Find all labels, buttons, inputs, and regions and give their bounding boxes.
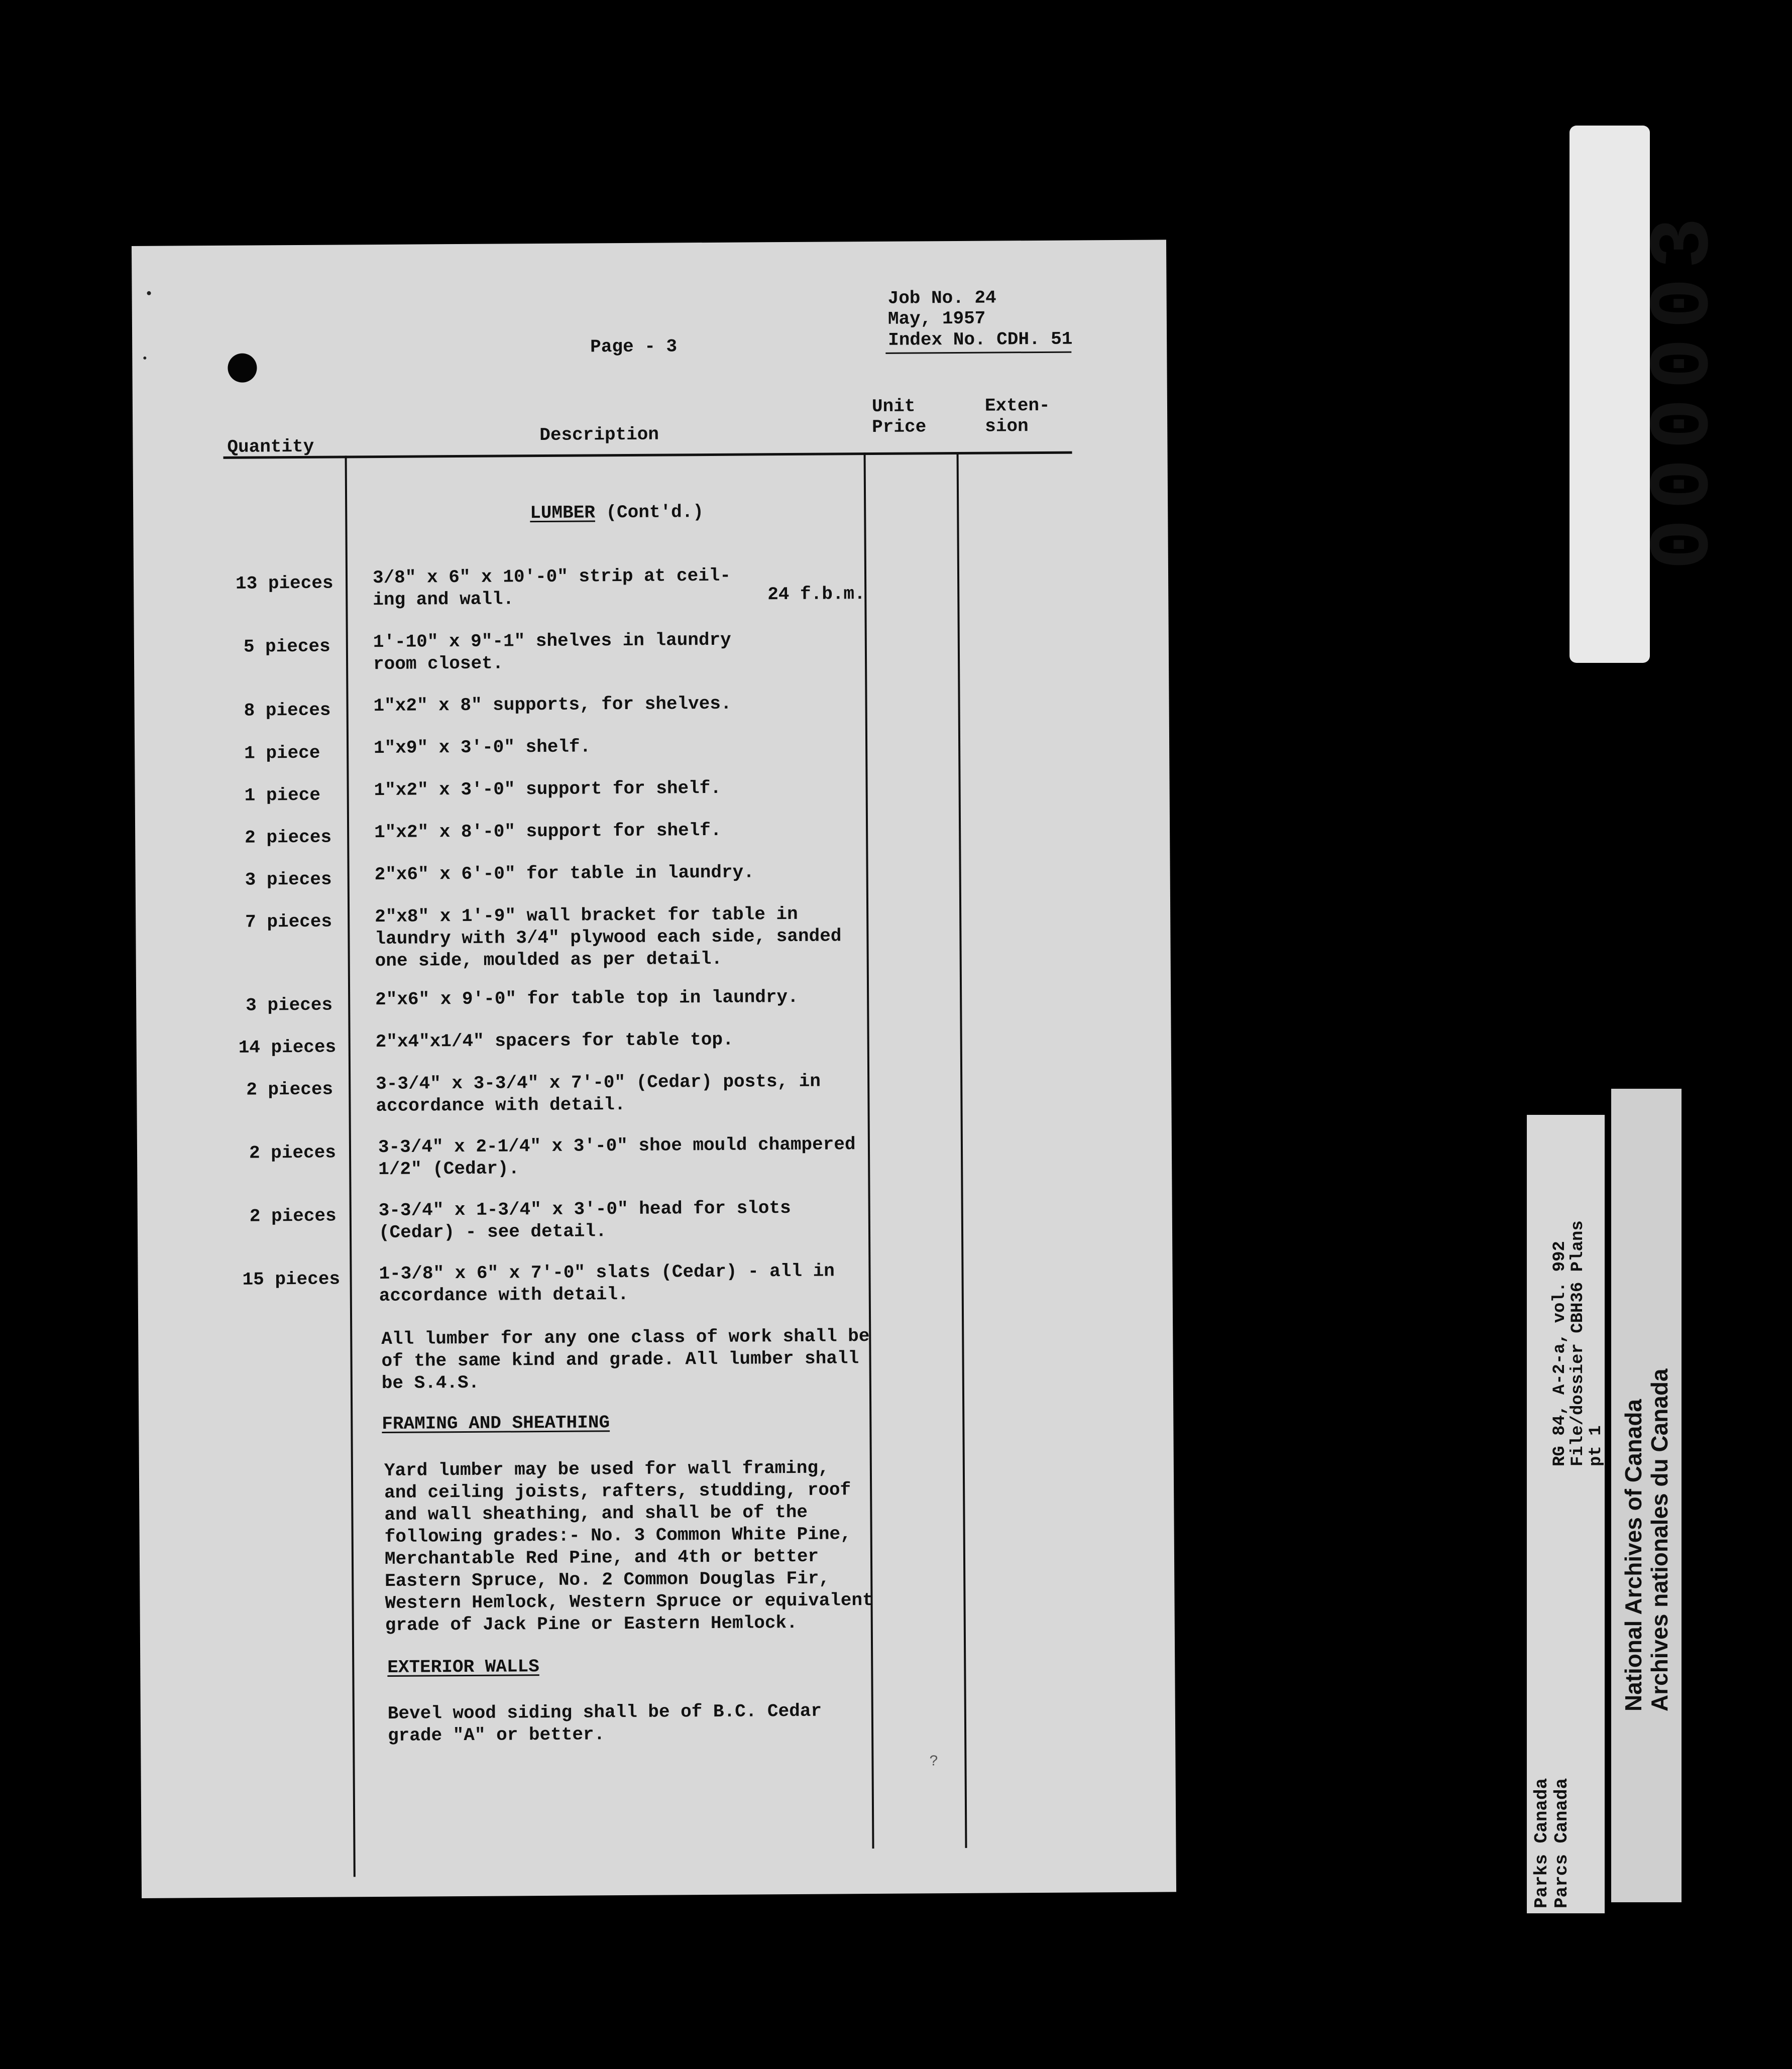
extension-header-2: sion: [985, 416, 1029, 437]
archives-name: [1620, 1368, 1672, 1711]
index-underline: [885, 352, 1071, 354]
row-description: 1'-10" x 9"-1" shelves in laundry: [373, 629, 731, 653]
paragraph-line: grade "A" or better.: [388, 1724, 605, 1746]
row-quantity: 2 pieces: [246, 1079, 333, 1100]
row-quantity: 1 piece: [244, 784, 321, 806]
unit-price-header-2: Price: [872, 416, 927, 438]
unit-price-header-1: Unit: [871, 396, 916, 417]
row-quantity: 15 pieces: [242, 1269, 341, 1290]
scan-speck: [147, 291, 151, 295]
job-number: Job No. 24: [887, 287, 996, 309]
reference-line: pt 1: [1587, 1425, 1606, 1466]
reference-line: RG 84, A-2-a, vol. 992: [1550, 1241, 1570, 1466]
reference-label: [1527, 1115, 1605, 1913]
row-description: 1"x2" x 8'-0" support for shelf.: [374, 820, 722, 843]
row-quantity: 2 pieces: [249, 1142, 336, 1164]
paragraph-line: grade of Jack Pine or Eastern Hemlock.: [385, 1612, 798, 1636]
punch-hole: [228, 353, 257, 382]
row-description: 1/2" (Cedar).: [378, 1158, 520, 1180]
frame-number: 000003: [1636, 208, 1733, 570]
document-page: [132, 240, 1176, 1898]
row-description: 1"x2" x 8" supports, for shelves.: [373, 693, 732, 717]
row-description: (Cedar) - see detail.: [378, 1221, 607, 1243]
row-description: 1"x2" x 3'-0" support for shelf.: [374, 777, 722, 801]
index-number: Index No. CDH. 51: [888, 328, 1073, 351]
row-quantity: 14 pieces: [238, 1037, 337, 1058]
archives-label: [1611, 1089, 1682, 1902]
row-description: 3-3/4" x 3-3/4" x 7'-0" (Cedar) posts, in: [376, 1071, 821, 1095]
stray-pencil-mark: ?: [929, 1753, 939, 1771]
row-description: 3/8" x 6" x 10'-0" strip at ceil-: [372, 565, 731, 589]
row-description: 1"x9" x 3'-0" shelf.: [373, 736, 591, 759]
paragraph-line: and wall sheathing, and shall be of the: [384, 1502, 808, 1525]
row-description: laundry with 3/4" plywood each side, sanded: [375, 926, 842, 950]
paragraph-line: and ceiling joists, rafters, studding, roof: [384, 1479, 851, 1503]
row-description: 1-3/8" x 6" x 7'-0" slats (Cedar) - all in: [379, 1260, 835, 1285]
row-description: ing and wall.: [373, 589, 514, 611]
column-divider-unit-price: [864, 452, 874, 1849]
archive-reference: [1551, 1220, 1605, 1466]
header-rule: [223, 451, 1072, 459]
row-description: accordance with detail.: [379, 1284, 629, 1307]
row-description: 3-3/4" x 1-3/4" x 3'-0" head for slots: [378, 1198, 791, 1221]
label-line: Archives nationales du Canada: [1646, 1368, 1672, 1711]
frame-number-strip: [1570, 126, 1733, 663]
row-description: 2"x6" x 9'-0" for table top in laundry.: [375, 986, 799, 1010]
column-divider-extension: [957, 452, 967, 1848]
paragraph-line: be S.4.S.: [381, 1372, 480, 1394]
row-description: one side, moulded as per detail.: [375, 948, 723, 972]
row-note: 24 f.b.m.: [767, 584, 865, 605]
reference-line: File/dossier CBH36 Plans: [1569, 1220, 1588, 1466]
column-divider-qty: [345, 455, 356, 1877]
description-header: Description: [539, 424, 659, 446]
row-quantity: 8 pieces: [244, 700, 331, 721]
row-description: 3-3/4" x 2-1/4" x 3'-0" shoe mould champered: [378, 1134, 856, 1158]
paragraph-line: Eastern Spruce, No. 2 Common Douglas Fir,: [385, 1568, 830, 1591]
row-description: 2"x4"x1/4" spacers for table top.: [375, 1029, 734, 1053]
parks-canada-label: [1532, 1778, 1572, 1908]
label-line: National Archives of Canada: [1620, 1399, 1646, 1711]
row-quantity: 7 pieces: [245, 911, 332, 933]
extension-header-1: Exten-: [984, 395, 1050, 416]
paragraph-line: Yard lumber may be used for wall framing,: [384, 1457, 829, 1481]
page-number: Page - 3: [590, 336, 678, 358]
paragraph-line: Western Hemlock, Western Spruce or equivalent: [385, 1590, 873, 1614]
row-description: 2"x8" x 1'-9" wall bracket for table in: [375, 903, 798, 928]
exterior-walls-heading: EXTERIOR WALLS: [387, 1656, 539, 1678]
section-heading-lumber: LUMBER (Cont'd.): [530, 502, 704, 524]
row-quantity: 13 pieces: [235, 572, 333, 594]
paragraph-line: Bevel wood siding shall be of B.C. Cedar: [387, 1700, 822, 1724]
framing-heading: FRAMING AND SHEATHING: [382, 1412, 610, 1434]
row-quantity: 5 pieces: [243, 636, 330, 657]
document-date: May, 1957: [887, 308, 986, 329]
row-quantity: 3 pieces: [246, 994, 333, 1016]
paragraph-line: following grades:- No. 3 Common White Pine,: [384, 1524, 851, 1547]
row-description: accordance with detail.: [376, 1094, 626, 1117]
row-quantity: 1 piece: [244, 742, 320, 764]
row-quantity: 2 pieces: [245, 827, 332, 848]
scan-speck: [143, 357, 146, 360]
paragraph-line: Merchantable Red Pine, and 4th or better: [384, 1546, 819, 1569]
row-description: 2"x6" x 6'-0" for table in laundry.: [374, 862, 754, 885]
paragraph-line: All lumber for any one class of work shall be: [381, 1326, 870, 1350]
label-line: Parcs Canada: [1551, 1778, 1572, 1908]
row-quantity: 3 pieces: [245, 869, 332, 890]
label-line: Parks Canada: [1531, 1778, 1552, 1908]
row-description: room closet.: [373, 653, 504, 675]
quantity-header: Quantity: [227, 436, 314, 457]
row-quantity: 2 pieces: [249, 1205, 337, 1227]
paragraph-line: of the same kind and grade. All lumber shall: [381, 1348, 859, 1372]
